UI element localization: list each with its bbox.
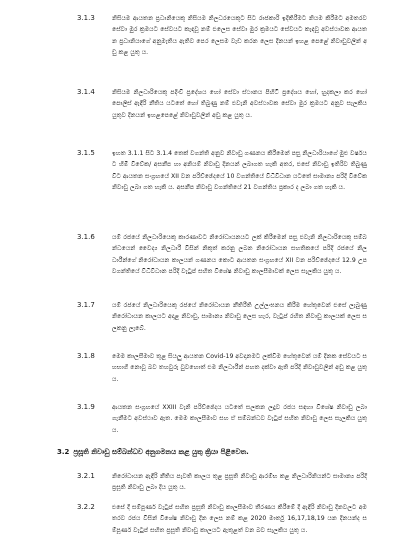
clause-number: 3.2.1: [77, 472, 95, 480]
clause-3-1-6: [77, 232, 367, 277]
clause-text: මෙම කාලසීමාව තුළ සියලු ආයතන Covid-19 අවදානමට ලක්වීම හේතුවෙන් යම් දිනක සේවයට සහභාගි නොවූ බව තහවුරු වුවහොත් එම නිලධාරීන් පහත දක්වා ඇති පරිදි නිවාඩුවලින් අඩු කළ යුතු ය.: [112, 353, 367, 383]
section-title: ප්‍රසූති නිවාඩු සම්බන්ධව අනුගමනය කළ යුතු ක්‍රියා පිළිවෙත.: [73, 448, 249, 456]
clause-text: ආයතන සංග්‍රහයේ XXIII වැනි පරිච්ඡේදය යටතේ සලකන ලදුව රජය සඳහා විශේෂ නිවාඩු ලබා ගැනීමට අවස්ථාව ඇත. මෙම කාලසීමාව සහ ඒ සම්බන්ධව වැටුප් සහිත නිවාඩු ලෙස සැලකිය යුතු ය.: [112, 404, 367, 434]
clause-number: 3.1.4: [77, 88, 95, 96]
clause-text: එසේ දී සම්පූර්ණ වැටුප් සහිත ප්‍රසූති නිවාඩු කාලසීමාව තීරණය කිරීමේ දී ඇඳිරි නිවාඩු දිනවලට අමතරව රජය විසින් විශේෂ නිවාඩු දින ලෙස නම් කළ 2020 මාර්තු 16,17,18,19 යන දිනයන්ද සම්පූර්ණ වැටුප් සහිත ප්‍රසූති නිවාඩු කාලයට ඇතුළත් වන බව සැලකිය යුතු ය.: [112, 504, 367, 534]
clause-number: 3.1.6: [77, 233, 95, 241]
clause-number: 3.1.5: [77, 149, 95, 157]
clause-3-1-7: [77, 300, 367, 334]
clause-number: 3.1.7: [77, 301, 95, 309]
clause-number: 3.1.8: [77, 352, 95, 360]
clause-number: 3.1.3: [77, 14, 95, 22]
clause-text: නිරෝධායන ඇඳිරි නීතිය පැවති කාලය තුළ ප්‍රසූති නිවාඩු ආරම්භ කළ නිලධාරිනියන්ට සාමාන්‍ය පරිදි ප්‍රසූති නිවාඩු ලබා දිය යුතු ය.: [112, 473, 367, 492]
clause-text: නිසියම ආයතන ප්‍රධානියෙකු නිසියම නිලධරයෙකුට සිට රාජකාරි ඉදිකිරීමට නියම කිරීමට අමතරව සේවා මුර ක්‍රමයට සේවයට කැඳවූ නම් එලෙස සේවා මුර ක්‍රමයට සේවයට කැඳවූ අවස්ථාවක ආයතන ප්‍රධානියාගේ අනුමැතිය ඇතිව පෙර ලෙසම වැඩ කරන ලෙස දීනයන් ඉහළ පෙළේ නිවාඩුවලින් අඩු කළ යුතු ය.: [112, 15, 367, 56]
section-heading: [57, 447, 249, 458]
clause-number: 3.1.9: [77, 403, 95, 411]
clause-3-1-4: [77, 87, 367, 121]
clause-text: නිසියම නිලධාරියෙකු පදිංචි ප්‍රදේශය හෝ සේවා ස්ථානය පිහිටි ප්‍රදේශය හෝ, හුදකලා කර හෝ පොලිස් ඇඳිරි නීතිය යටතේ හෝ තිබුණු නම් එවැනි අවස්ථාවක සේවා මුර ක්‍රමයට අනුව සැලකිය යුතුව දිනයන් ඉහළපෙළේ නිවාඩුවලින් අඩු කළ යුතු ය.: [112, 89, 367, 119]
clause-3-1-3: [77, 13, 367, 58]
clause-text: යම් රජයේ නිලධාරියෙකු රජයේ නිරෝධායන නීතිරීති උල්ලංඝනය කිරීම හේතුවෙන් එසේ ලැබුණු නිරෝධායන කාලයට අදාළ නිවාඩු, සාමාන්‍ය නිවාඩු ලෙස හැර, වැටුප් රහිත නිවාඩු කාලයක් ලෙස සලකනු ලැබේ.: [112, 302, 367, 332]
clause-text: ඉහත 3.1.1 සිට 3.1.4 තෙක් වගන්ති අනුව නිවාඩු ගණනය කිරීමෙන් පසු නිලධාරියාගේ මුළු වර්ෂයට හිමි විවේක/ අසනීප හා අනියම් නිවාඩු දිනයන් ලබාගත හැකි අතර, එසේ නිවාඩු ඉතිරිව තිබුණු විට ආයතන සංග්‍රහයේ XII වන පරිච්ඡේදයේ 10 වගන්තියේ විධිවිධාන යටතේ සාමාන්‍ය පරිදි විවේක නිවාඩු ලබා ගත හැකි ය. අසනීප නිවාඩු වගන්තියේ 21 වගන්තිය ප්‍රකාර ද ලබා ගත හැකි ය.: [112, 150, 367, 191]
clause-3-1-8: [77, 351, 367, 385]
clause-number: 3.2.2: [77, 503, 95, 511]
clause-3-2-1: [77, 471, 367, 494]
clause-text: යම් රජයේ නිලධාරියෙකු කාරණාවට නිරෝධායනයට ලක් කිරීමෙන් පසු එවැනි නිලධාරියෙකු සම්බන්ධයෙන් වෛද්‍ය නිලධාරී විසින් නිකුත් කරනු ලබන නිරෝධායන සහතිකයේ පරිදි රජයේ නිලධාරීන්ගේ නිරෝධායන කාලයන් ගණනය කොට ආයතන සංග්‍රහයේ XII වන පරිච්ඡේදයේ 12.9 උප වගන්තියේ විධිවිධාන පරිදි වැටුප් සහිත විශේෂ නිවාඩු කාලසීමාවක් ලෙස සැලකිය යුතු ය.: [112, 234, 367, 275]
clause-3-2-2: [77, 502, 367, 536]
clause-3-1-5: [77, 148, 367, 193]
section-number: 3.2: [57, 448, 70, 456]
clause-3-1-9: [77, 402, 367, 436]
